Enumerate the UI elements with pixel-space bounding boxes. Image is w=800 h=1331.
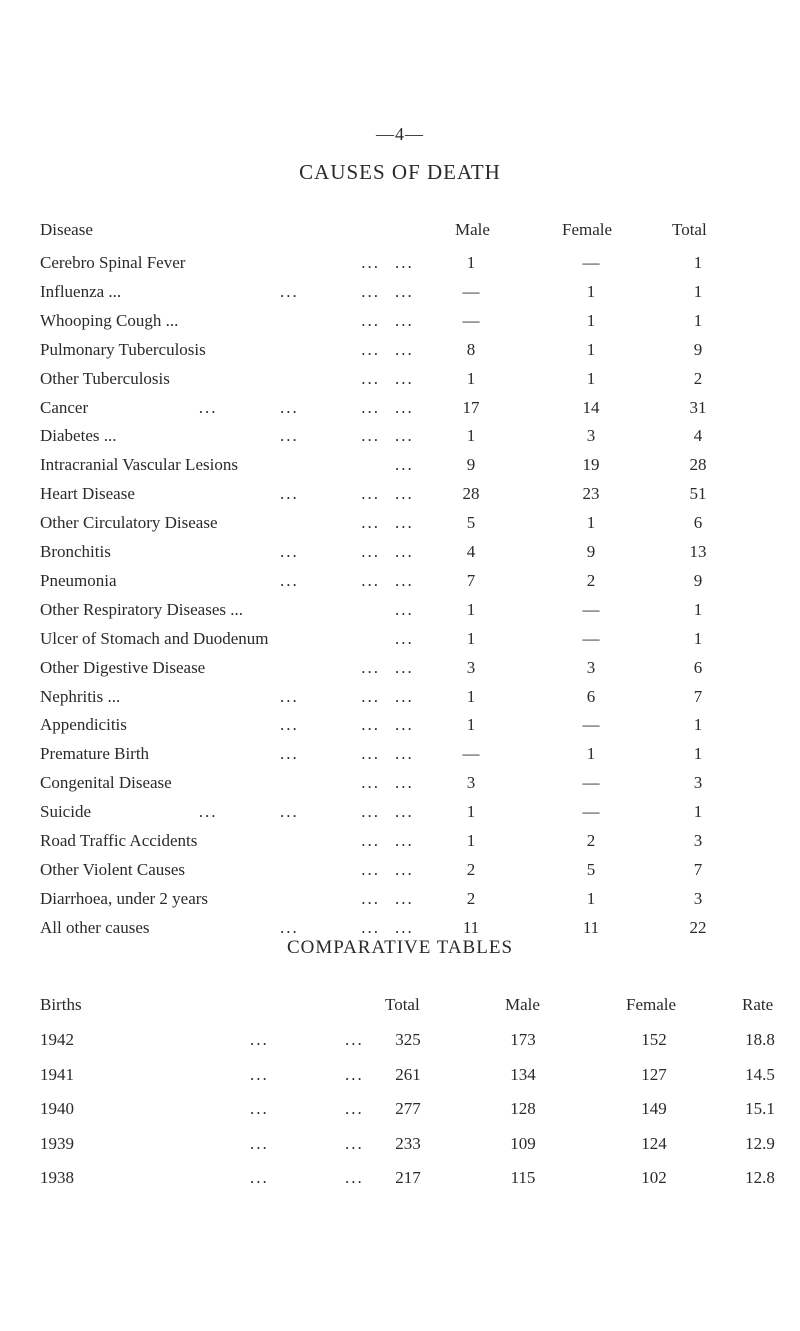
male-count: 3: [466, 773, 476, 793]
year-cell: 1938: [40, 1168, 74, 1187]
total-count: 28: [689, 455, 707, 475]
female-count: 1: [586, 888, 596, 908]
male-dot-leader: ...: [395, 281, 414, 301]
male-dot-leader: ...: [395, 339, 414, 359]
total-count: 3: [693, 773, 703, 793]
page-title: CAUSES OF DEATH: [299, 160, 501, 184]
male-dot-leader: ...: [395, 397, 414, 417]
female-count: 11: [582, 917, 600, 937]
disease-name: Suicide: [40, 802, 91, 822]
dot-leader: ...: [345, 1099, 364, 1118]
male-count: 1: [466, 831, 476, 850]
disease-name: Road Traffic Accidents: [40, 831, 198, 850]
births-male: 128: [510, 1099, 536, 1118]
total-count: 2: [693, 368, 703, 388]
births-female: 127: [641, 1064, 667, 1084]
male-count: 28: [462, 484, 480, 504]
male-count: 9: [466, 455, 476, 475]
male-dot-leader: ...: [395, 599, 414, 619]
birth-rate: 12.9: [745, 1133, 775, 1153]
table-row: [0, 889, 800, 917]
births-male: 109: [510, 1133, 536, 1153]
dot-leader: ...: [250, 1133, 269, 1153]
female-count: 1: [586, 513, 596, 533]
male-dot-leader: ...: [395, 744, 414, 764]
dot-leader: ...: [361, 831, 380, 850]
dot-leader: ...: [250, 1168, 269, 1187]
female-count: 1: [586, 368, 596, 388]
female-count: —: [582, 628, 600, 648]
dot-leader: ...: [361, 888, 380, 908]
table-row: [0, 860, 800, 888]
births-female: 149: [641, 1099, 667, 1118]
birth-rate: 12.8: [745, 1168, 775, 1187]
male-count: 1: [466, 715, 476, 735]
table-row: [0, 687, 800, 715]
male-count: 2: [466, 888, 476, 908]
dot-leader: ...: [345, 1030, 364, 1049]
total-count: 1: [693, 281, 703, 301]
header-births-female: Female: [626, 995, 677, 1014]
dot-leader: ...: [361, 657, 380, 677]
year-cell: 1942: [40, 1030, 74, 1049]
male-count: 11: [462, 917, 480, 937]
disease-name: Whooping Cough ...: [40, 310, 179, 330]
male-count: 2: [466, 859, 476, 879]
disease-name: Diabetes ...: [40, 426, 117, 446]
total-count: 6: [693, 657, 703, 677]
table-row: [0, 398, 800, 426]
total-count: 3: [693, 831, 703, 850]
births-female: 124: [641, 1133, 667, 1153]
male-dot-leader: ...: [395, 773, 414, 793]
births-total: 325: [395, 1030, 421, 1049]
births-female: 152: [641, 1030, 667, 1049]
year-cell: 1939: [40, 1133, 74, 1153]
male-dot-leader: ...: [395, 628, 414, 648]
male-dot-leader: ...: [395, 368, 414, 388]
dot-leader: ... ...: [280, 570, 380, 590]
dot-leader: ...: [361, 859, 380, 879]
table-row: [0, 571, 800, 599]
male-count: 1: [466, 686, 476, 706]
female-count: —: [582, 715, 600, 735]
dot-leader: ... ...: [280, 542, 380, 561]
table-row: [0, 658, 800, 686]
male-count: 7: [466, 570, 476, 590]
male-dot-leader: ...: [395, 686, 414, 706]
table-row: [0, 369, 800, 397]
male-dot-leader: ...: [395, 310, 414, 330]
dot-leader: ...: [345, 1168, 364, 1187]
dot-leader: ...: [250, 1064, 269, 1084]
total-count: 51: [689, 484, 707, 504]
header-births-total: Total: [385, 995, 420, 1014]
male-count: —: [462, 744, 480, 764]
births-male: 115: [510, 1168, 536, 1187]
total-count: 1: [693, 253, 703, 272]
female-count: 3: [586, 426, 596, 446]
table-row: [0, 282, 800, 310]
total-count: 7: [693, 686, 703, 706]
table-row: [0, 715, 800, 743]
header-births: Births: [40, 995, 82, 1014]
disease-name: Appendicitis: [40, 715, 127, 735]
total-count: 1: [693, 802, 703, 822]
table-row: [0, 426, 800, 454]
page-number: —4—: [376, 124, 424, 144]
total-count: 1: [693, 744, 703, 764]
disease-name: Intracranial Vascular Lesions: [40, 455, 238, 475]
dot-leader: ...: [361, 253, 380, 272]
male-dot-leader: ...: [395, 657, 414, 677]
births-row: [0, 1168, 800, 1204]
dot-leader: ...: [250, 1030, 269, 1049]
header-male: Male: [455, 220, 490, 239]
disease-name: Nephritis ...: [40, 686, 121, 706]
birth-rate: 18.8: [745, 1030, 775, 1049]
disease-name: Pulmonary Tuberculosis: [40, 339, 206, 359]
dot-leader: ...: [361, 368, 380, 388]
table-row: [0, 253, 800, 281]
female-count: —: [582, 253, 600, 272]
table-row: [0, 744, 800, 772]
female-count: 6: [586, 686, 596, 706]
header-total: Total: [672, 220, 707, 239]
dot-leader: ... ... ...: [198, 397, 380, 417]
dot-leader: ...: [345, 1133, 364, 1153]
disease-name: Other Circulatory Disease: [40, 513, 218, 533]
births-male: 173: [510, 1030, 536, 1049]
table-row: [0, 773, 800, 801]
male-dot-leader: ...: [395, 802, 414, 822]
dot-leader: ...: [250, 1099, 269, 1118]
dot-leader: ... ...: [280, 281, 380, 301]
total-count: 6: [693, 513, 703, 533]
female-count: 1: [586, 281, 596, 301]
dot-leader: ...: [361, 339, 380, 359]
female-count: 1: [586, 310, 596, 330]
male-count: 1: [466, 599, 476, 619]
disease-name: Pneumonia: [40, 570, 117, 590]
births-female: 102: [641, 1168, 667, 1187]
table-row: [0, 542, 800, 570]
year-cell: 1941: [40, 1064, 74, 1084]
female-count: —: [582, 802, 600, 822]
disease-name: Ulcer of Stomach and Duodenum: [40, 628, 269, 648]
total-count: 22: [689, 917, 707, 937]
male-dot-leader: ...: [395, 570, 414, 590]
dot-leader: ... ...: [280, 917, 380, 937]
disease-name: Other Respiratory Diseases ...: [40, 599, 244, 619]
table-row: [0, 802, 800, 830]
dot-leader: ...: [361, 513, 380, 533]
dot-leader: ...: [361, 773, 380, 793]
dot-leader: ... ...: [280, 484, 380, 504]
dot-leader: ...: [361, 310, 380, 330]
table-row: [0, 831, 800, 859]
male-dot-leader: ...: [395, 513, 414, 533]
male-count: 4: [466, 542, 476, 561]
female-count: 2: [586, 570, 596, 590]
table-row: [0, 513, 800, 541]
header-disease: Disease: [40, 220, 93, 239]
male-dot-leader: ...: [395, 917, 414, 937]
table-row: [0, 484, 800, 512]
disease-name: Other Tuberculosis: [40, 368, 170, 388]
total-count: 1: [693, 599, 703, 619]
table-row: [0, 311, 800, 339]
male-count: —: [462, 310, 480, 330]
female-count: 3: [586, 657, 596, 677]
total-count: 31: [689, 397, 707, 417]
comparative-title: COMPARATIVE TABLES: [286, 937, 514, 958]
female-count: —: [582, 773, 600, 793]
births-row: [0, 1065, 800, 1101]
births-total: 261: [395, 1064, 421, 1084]
male-dot-leader: ...: [395, 888, 414, 908]
female-count: —: [582, 599, 600, 619]
female-count: 5: [586, 859, 596, 879]
male-count: 5: [466, 513, 476, 533]
male-count: 17: [462, 397, 480, 417]
header-births-rate: Rate: [742, 995, 774, 1014]
table-row: [0, 600, 800, 628]
births-row: [0, 1099, 800, 1135]
table-row: [0, 629, 800, 657]
table-row: [0, 340, 800, 368]
total-count: 7: [693, 859, 703, 879]
total-count: 9: [693, 570, 703, 590]
year-cell: 1940: [40, 1099, 74, 1118]
female-count: 2: [586, 831, 596, 850]
disease-name: Cerebro Spinal Fever: [40, 253, 186, 272]
male-count: 3: [466, 657, 476, 677]
male-dot-leader: ...: [395, 859, 414, 879]
table-row: [0, 455, 800, 483]
female-count: 9: [586, 542, 596, 561]
header-female: Female: [562, 220, 613, 239]
total-count: 9: [693, 339, 703, 359]
total-count: 1: [693, 715, 703, 735]
births-male: 134: [510, 1064, 536, 1084]
disease-name: Diarrhoea, under 2 years: [40, 888, 209, 908]
female-count: 1: [586, 339, 596, 359]
births-row: [0, 1030, 800, 1066]
male-count: 1: [466, 426, 476, 446]
dot-leader: ... ...: [280, 686, 380, 706]
disease-name: Congenital Disease: [40, 773, 172, 793]
birth-rate: 15.1: [745, 1099, 775, 1118]
male-dot-leader: ...: [395, 484, 414, 504]
female-count: 14: [582, 397, 600, 417]
disease-name: Bronchitis: [40, 542, 111, 561]
female-count: 19: [582, 455, 600, 475]
male-count: 1: [466, 253, 476, 272]
male-count: —: [462, 281, 480, 301]
male-count: 1: [466, 802, 476, 822]
male-dot-leader: ...: [395, 253, 414, 272]
birth-rate: 14.5: [745, 1064, 775, 1084]
male-dot-leader: ...: [395, 831, 414, 850]
disease-name: Other Violent Causes: [40, 859, 186, 879]
male-count: 8: [466, 339, 476, 359]
dot-leader: ... ...: [280, 715, 380, 735]
total-count: 13: [689, 542, 707, 561]
total-count: 4: [693, 426, 703, 446]
male-count: 1: [466, 368, 476, 388]
header-births-male: Male: [505, 995, 540, 1014]
male-dot-leader: ...: [395, 715, 414, 735]
male-dot-leader: ...: [395, 455, 414, 475]
female-count: 23: [582, 484, 600, 504]
dot-leader: ... ...: [280, 426, 380, 446]
total-count: 1: [693, 628, 703, 648]
dot-leader: ... ... ...: [198, 802, 380, 822]
births-total: 277: [395, 1099, 421, 1118]
dot-leader: ... ...: [280, 744, 380, 764]
male-count: 1: [466, 628, 476, 648]
disease-name: Other Digestive Disease: [40, 657, 206, 677]
male-dot-leader: ...: [395, 426, 414, 446]
disease-name: Cancer: [40, 397, 89, 417]
dot-leader: ...: [345, 1064, 364, 1084]
births-total: 217: [395, 1168, 421, 1187]
births-total: 233: [395, 1133, 421, 1153]
disease-name: Premature Birth: [40, 744, 150, 764]
total-count: 1: [693, 310, 703, 330]
total-count: 3: [693, 888, 703, 908]
disease-name: All other causes: [40, 917, 150, 937]
births-row: [0, 1134, 800, 1170]
female-count: 1: [586, 744, 596, 764]
disease-name: Influenza ...: [40, 281, 122, 301]
disease-name: Heart Disease: [40, 484, 135, 504]
male-dot-leader: ...: [395, 542, 414, 561]
